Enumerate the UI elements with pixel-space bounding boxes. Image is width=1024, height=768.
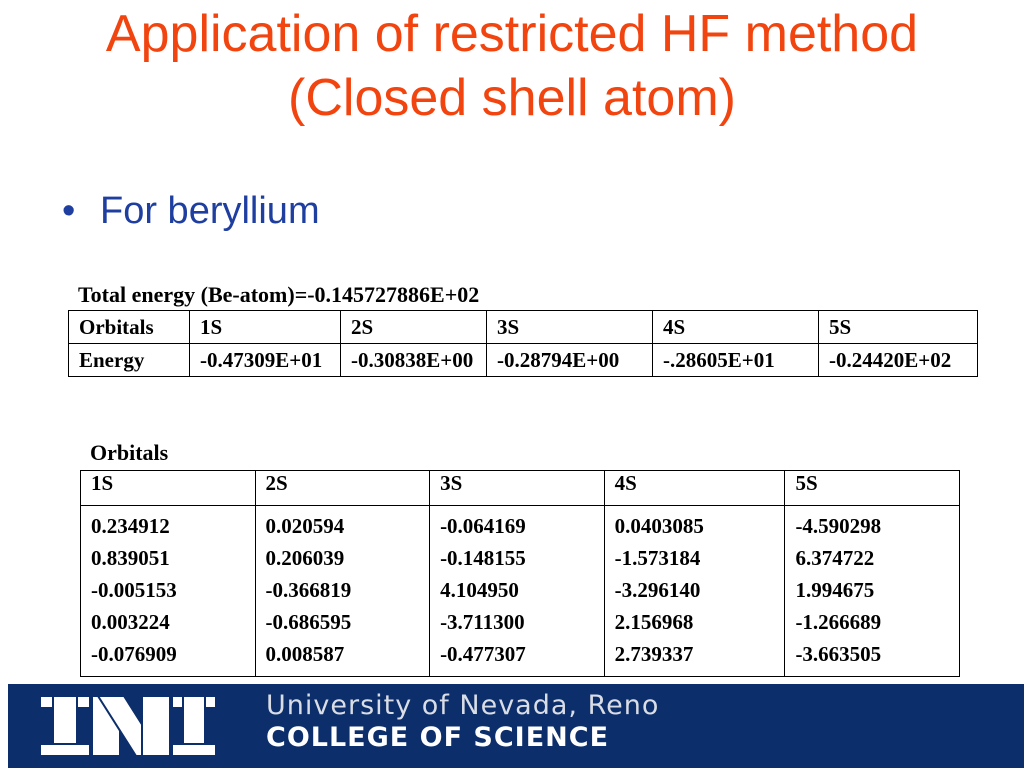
energy-table-header-row <box>69 311 978 344</box>
table-cell: 1S <box>190 311 341 344</box>
coefficient-value: 2.739337 <box>614 642 694 666</box>
table-cell: Orbitals <box>69 311 190 344</box>
coefficient-value: 6.374722 <box>795 546 875 570</box>
coefficient-value: -3.663505 <box>795 642 882 666</box>
table-cell: -.28605E+01 <box>653 344 819 377</box>
orbital-column-1s <box>81 506 256 677</box>
table-cell: -0.24420E+02 <box>819 344 978 377</box>
table-header-cell: 4S <box>604 471 785 506</box>
coefficient-value: -0.366819 <box>265 578 352 602</box>
orbital-table-header-row <box>81 471 960 506</box>
orbital-column-5s <box>785 506 960 677</box>
orbital-coefficients-table <box>80 470 960 677</box>
orbital-column-3s <box>430 506 605 677</box>
coefficient-value: 0.0403085 <box>614 514 704 538</box>
slide-title <box>0 2 1024 130</box>
energy-table <box>68 310 978 377</box>
bullet-item <box>62 190 320 233</box>
coefficient-value: -4.590298 <box>795 514 882 538</box>
coefficient-value: 0.020594 <box>265 514 345 538</box>
coefficient-value: -3.711300 <box>440 610 525 634</box>
table-header-cell: 2S <box>255 471 430 506</box>
table-cell: -0.28794E+00 <box>487 344 653 377</box>
orbitals-caption: Orbitals <box>90 440 169 465</box>
bullet-text: For beryllium <box>100 190 320 232</box>
table-cell: 2S <box>341 311 487 344</box>
footer-banner <box>8 684 1024 768</box>
table-header-cell: 3S <box>430 471 605 506</box>
table-header-cell: 5S <box>785 471 960 506</box>
title-line-1: Application of restricted HF method <box>105 5 919 63</box>
table-cell: -0.47309E+01 <box>190 344 341 377</box>
table-cell: 5S <box>819 311 978 344</box>
table-cell: Energy <box>69 344 190 377</box>
coefficient-value: 1.994675 <box>795 578 875 602</box>
energy-table-value-row <box>69 344 978 377</box>
coefficient-value: 4.104950 <box>440 578 519 602</box>
coefficient-value: 0.003224 <box>91 610 170 634</box>
coefficient-value: -0.477307 <box>440 642 526 666</box>
coefficient-value: -1.573184 <box>614 546 701 570</box>
table-cell: -0.30838E+00 <box>341 344 487 377</box>
orbital-column-4s <box>604 506 785 677</box>
coefficient-value: -0.686595 <box>265 610 352 634</box>
university-logo-icon <box>38 694 218 758</box>
coefficient-value: -3.296140 <box>614 578 701 602</box>
coefficient-value: -0.064169 <box>440 514 526 538</box>
table-cell: 4S <box>653 311 819 344</box>
coefficient-value: -0.076909 <box>91 642 177 666</box>
coefficient-value: 2.156968 <box>614 610 694 634</box>
table-cell: 3S <box>487 311 653 344</box>
coefficient-value: -0.005153 <box>91 578 177 602</box>
coefficient-value: 0.206039 <box>265 546 345 570</box>
college-name: COLLEGE OF SCIENCE <box>266 722 610 753</box>
coefficient-value: 0.234912 <box>91 514 170 538</box>
coefficient-value: 0.008587 <box>265 642 345 666</box>
university-name: University of Nevada, Reno <box>266 690 660 721</box>
coefficient-value: 0.839051 <box>91 546 170 570</box>
orbital-table-body-row <box>81 506 960 677</box>
table-header-cell: 1S <box>81 471 256 506</box>
bullet-dot-icon: • <box>62 190 76 232</box>
coefficient-value: -1.266689 <box>795 610 882 634</box>
total-energy-label: Total energy (Be-atom)=-0.145727886E+02 <box>78 282 480 307</box>
coefficient-value: -0.148155 <box>440 546 526 570</box>
title-line-2: (Closed shell atom) <box>288 69 736 127</box>
orbital-column-2s <box>255 506 430 677</box>
